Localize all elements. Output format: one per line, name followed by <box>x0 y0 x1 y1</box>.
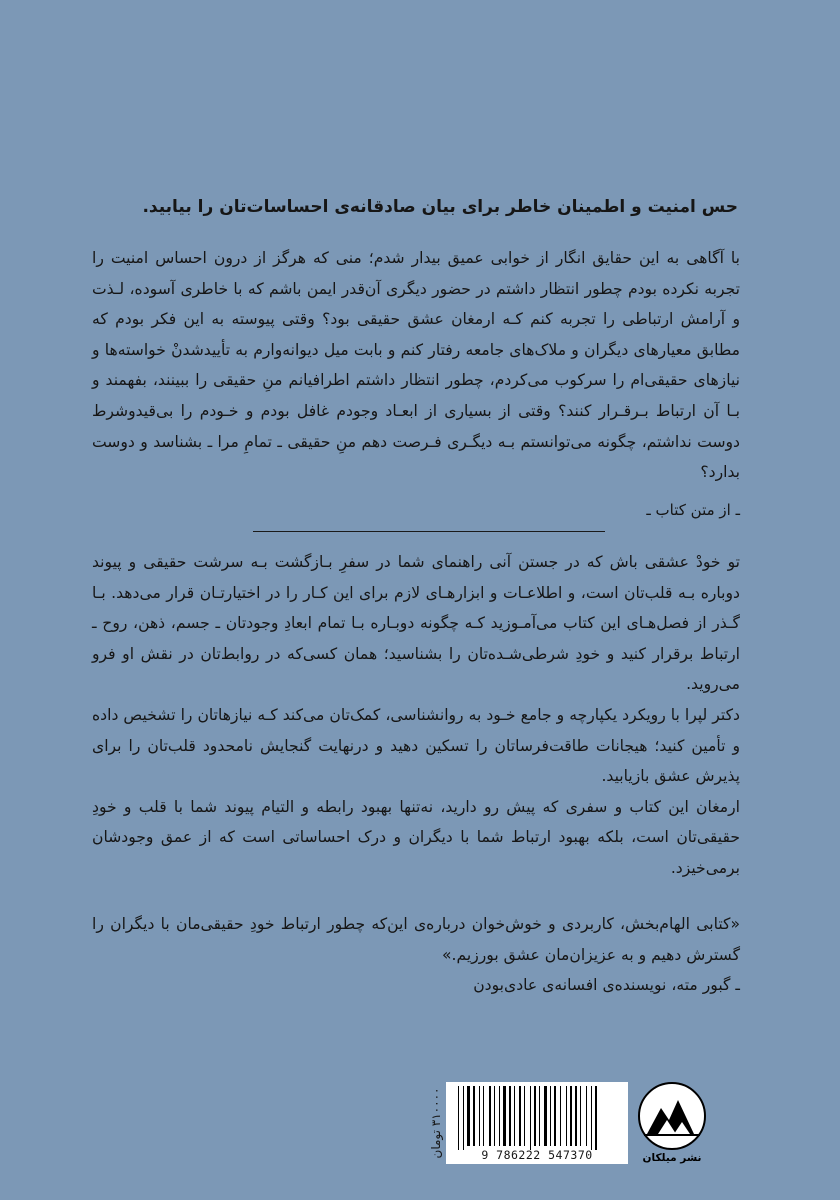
endorsement-attribution: ـ گبور مته، نویسنده‌ی افسانه‌ی عادی‌بودن <box>473 976 740 995</box>
endorsement-text: «کتابی الهام‌بخش، کاربردی و خوش‌خوان درباره‌ی این‌که چطور ارتباط خودِ حقیقی‌مان با دیگران را گسترش دهیم و به عزیزان‌مان عشق بورزیم.» <box>92 915 740 964</box>
isbn-barcode <box>446 1082 628 1164</box>
barcode-number: 9 786222 547370 <box>481 1148 593 1162</box>
headline: حس امنیت و اطمینان خاطر برای بیان صادقانه‌ی احساسات‌تان را بیابید. <box>142 197 738 217</box>
description-paragraph: دکتر لپرا با رویکرد یکپارچه و جامع خـود به روانشناسی، کمک‌تان می‌کند کـه نیازهاتان را تشخیص داده و تأمین کنید؛ هیجانات طاقت‌فرساتان را تسکین دهید و درنهایت گنجایش نامحدود قلب‌تان را برای پذیرش عشق بازیابید. <box>92 705 740 786</box>
divider-line <box>253 531 605 532</box>
description-paragraph: تو خودْ عشقی باش که در جستن آنی راهنمای شما در سفرِ بـازگشت بـه سرشت حقیقی و پیوند دوباره بـه قلب‌تان است، و اطلاعـات و ابزارهـای لازم برای این کـار را در اختیارتـان قرار می‌دهد. بـا گـذر از فصل‌هـای این کتاب می‌آمـوزید کـه چگونه دوبـاره بـا تمام ابعادِ وجودتان ـ جسم، ذهن، روح ـ ارتباط برقرار کنید و خودِ شرطی‌شـده‌تان را بشناسید؛ همان کسی‌که در روابط‌تان در نقش او فرو می‌روید. <box>92 553 740 694</box>
endorsement <box>92 909 740 1001</box>
publisher-name: نشر میلکان <box>642 1152 702 1164</box>
book-excerpt: با آگاهی به این حقایق انگار از خوابی عمیق بیدار شدم؛ منی که هرگز از درون احساس امنیت را تجربه نکرده بودم چطور انتظار داشتم در حضور دیگری آن‌قدر ایمن باشم که با خاطری آسوده، لـذت و آرامش ارتباطی را تجربه کنم کـه ارمغان عشق حقیقی بود؟ وقتی پیوسته به این فکر بودم که مطابق معیارهای دیگران و ملاک‌های جامعه رفتار کنم و بابت میل دیوانه‌وارم به تأییدشدنْ خواسته‌ها و نیازهای حقیقی‌ام را سرکوب می‌کردم، چطور انتظار داشتم اطرافیانم منِ حقیقی را ببینند، بفهمند و بـا آن ارتباط بـرقـرار کنند؟ وقتی از بسیاری از ابعـاد وجودم غافل بودم و خـودم را بی‌قیدوشرط دوست نداشتم، چگونه می‌توانستم بـه دیگـری فـرصت دهم منِ حقیقی ـ تمامِ مرا ـ بشناسد و دوست بدارد؟ <box>92 249 740 482</box>
description-paragraph: ارمغان این کتاب و سفری که پیش رو دارید، نه‌تنها بهبود رابطه و التیام پیوند شما با قلب و خودِ حقیقی‌تان است، بلکه بهبود ارتباط شما با دیگران و درک احساساتی است که از عمق وجودشان برمی‌خیزد. <box>92 797 740 877</box>
price-label <box>426 1082 446 1164</box>
price-text: ۳۱۰۰۰۰ تومان <box>429 1087 443 1159</box>
excerpt-attribution: ـ از متن کتاب ـ <box>646 501 740 519</box>
book-description <box>92 547 740 884</box>
publisher-logo <box>634 1080 710 1166</box>
